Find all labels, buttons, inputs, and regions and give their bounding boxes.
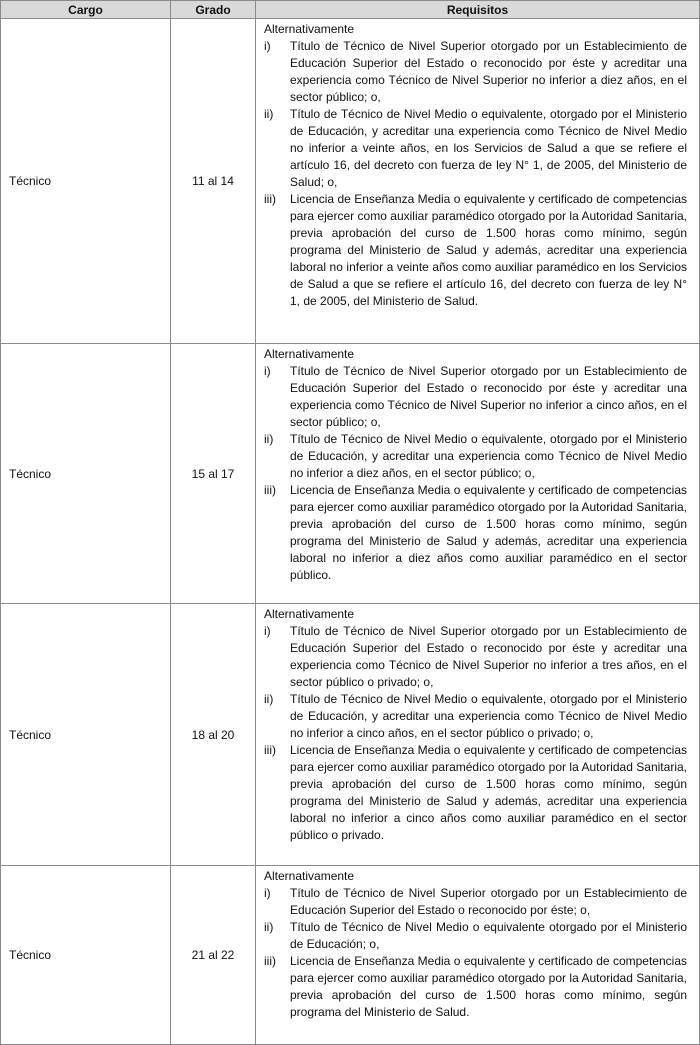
item-number: iii)	[264, 192, 276, 206]
table-row	[1, 344, 700, 604]
requisitos-cell	[256, 604, 700, 866]
requirement-item	[264, 363, 687, 431]
item-number: iii)	[264, 743, 276, 757]
cargo-cell: Técnico	[1, 604, 171, 866]
item-number: i)	[264, 364, 271, 378]
grado-cell: 21 al 22	[171, 866, 256, 1045]
requirement-item	[264, 919, 687, 953]
requirement-item	[264, 885, 687, 919]
cargo-cell: Técnico	[1, 866, 171, 1045]
requirement-list	[264, 623, 687, 844]
cargo-cell: Técnico	[1, 19, 171, 344]
item-text: Licencia de Enseñanza Media o equivalente y certificado de competencias para ejercer como auxiliar paramédico otorgado por la Autoridad Sanitaria, previa aprobación del curso de 1.500 horas como mínimo, según programa del Ministerio de Salud y además, acreditar una experiencia laboral no inferior a veinte años como auxiliar paramédico en los Servicios de Salud a que se refiere el artículo 16, del decreto con fuerza de ley N° 1, de 2005, del Ministerio de Salud.	[290, 192, 687, 308]
item-number: iii)	[264, 954, 276, 968]
item-text: Licencia de Enseñanza Media o equivalente y certificado de competencias para ejercer como auxiliar paramédico otorgado por la Autoridad Sanitaria, previa aprobación del curso de 1.500 horas como mínimo, según programa del Ministerio de Salud.	[290, 954, 687, 1019]
item-text: Licencia de Enseñanza Media o equivalente y certificado de competencias para ejercer como auxiliar paramédico otorgado por la Autoridad Sanitaria, previa aprobación del curso de 1.500 horas como mínimo, según programa del Ministerio de Salud y además, acreditar una experiencia laboral no inferior a cinco años como auxiliar paramédico en el sector público o privado.	[290, 743, 687, 842]
header-grado: Grado	[171, 1, 256, 19]
requirement-item	[264, 691, 687, 742]
requisitos-cell	[256, 19, 700, 344]
grado-cell: 11 al 14	[171, 19, 256, 344]
item-text: Título de Técnico de Nivel Medio o equivalente, otorgado por el Ministerio de Educación, y acreditar una experiencia como Técnico de Nivel Medio no inferior a veinte años, en los Servicios de Salud a que se refiere el artículo 16, del decreto con fuerza de ley N° 1, de 2005, del Ministerio de Salud; o,	[290, 107, 687, 189]
requirement-list	[264, 885, 687, 1021]
table-row	[1, 604, 700, 866]
item-text: Título de Técnico de Nivel Superior otorgado por un Establecimiento de Educación Superior del Estado o reconocido por éste y acreditar una experiencia como Técnico de Nivel Superior no inferior a diez años, en el sector público; o,	[290, 39, 687, 104]
item-number: i)	[264, 39, 271, 53]
item-text: Título de Técnico de Nivel Superior otorgado por un Establecimiento de Educación Superior del Estado o reconocido por éste y acreditar una experiencia como Técnico de Nivel Superior no inferior a tres años, en el sector público o privado; o,	[290, 624, 687, 689]
item-text: Título de Técnico de Nivel Superior otorgado por un Establecimiento de Educación Superior del Estado o reconocido por éste; o,	[290, 886, 687, 917]
requisitos-cell	[256, 866, 700, 1045]
requirement-list	[264, 38, 687, 310]
item-text: Título de Técnico de Nivel Medio o equivalente otorgado por el Ministerio de Educación; o,	[290, 920, 687, 951]
requirement-item	[264, 623, 687, 691]
requisitos-intro: Alternativamente	[264, 607, 355, 621]
item-number: ii)	[264, 692, 274, 706]
item-text: Título de Técnico de Nivel Medio o equivalente, otorgado por el Ministerio de Educación, y acreditar una experiencia como Técnico de Nivel Medio no inferior a cinco años, en el sector público o privado; o,	[290, 692, 687, 740]
item-number: iii)	[264, 483, 276, 497]
requirement-item	[264, 431, 687, 482]
requisitos-intro: Alternativamente	[264, 869, 355, 883]
requirement-item	[264, 106, 687, 191]
item-number: i)	[264, 624, 271, 638]
requisitos-intro: Alternativamente	[264, 22, 355, 36]
requirement-item	[264, 191, 687, 310]
header-cargo: Cargo	[1, 1, 171, 19]
requisitos-cell	[256, 344, 700, 604]
item-text: Título de Técnico de Nivel Superior otorgado por un Establecimiento de Educación Superior del Estado o reconocido por éste y acreditar una experiencia como Técnico de Nivel Superior no inferior a cinco años, en el sector público; o,	[290, 364, 687, 429]
requirement-item	[264, 38, 687, 106]
table-row	[1, 866, 700, 1045]
table-row	[1, 19, 700, 344]
item-text: Título de Técnico de Nivel Medio o equivalente, otorgado por el Ministerio de Educación, y acreditar una experiencia como Técnico de Nivel Medio no inferior a diez años, en el sector público; o,	[290, 432, 687, 480]
requirement-item	[264, 742, 687, 844]
requisitos-intro: Alternativamente	[264, 347, 355, 361]
cargo-cell: Técnico	[1, 344, 171, 604]
item-text: Licencia de Enseñanza Media o equivalente y certificado de competencias para ejercer como auxiliar paramédico otorgado por la Autoridad Sanitaria, previa aprobación del curso de 1.500 horas como mínimo, según programa del Ministerio de Salud y además, acreditar una experiencia laboral no inferior a diez años como auxiliar paramédico en el sector público.	[290, 483, 687, 582]
requirement-item	[264, 482, 687, 584]
header-row	[1, 1, 700, 19]
item-number: ii)	[264, 107, 274, 121]
grado-cell: 15 al 17	[171, 344, 256, 604]
item-number: ii)	[264, 920, 274, 934]
requirement-list	[264, 363, 687, 584]
grado-cell: 18 al 20	[171, 604, 256, 866]
item-number: i)	[264, 886, 271, 900]
header-requisitos: Requisitos	[256, 1, 700, 19]
requirement-item	[264, 953, 687, 1021]
item-number: ii)	[264, 432, 274, 446]
